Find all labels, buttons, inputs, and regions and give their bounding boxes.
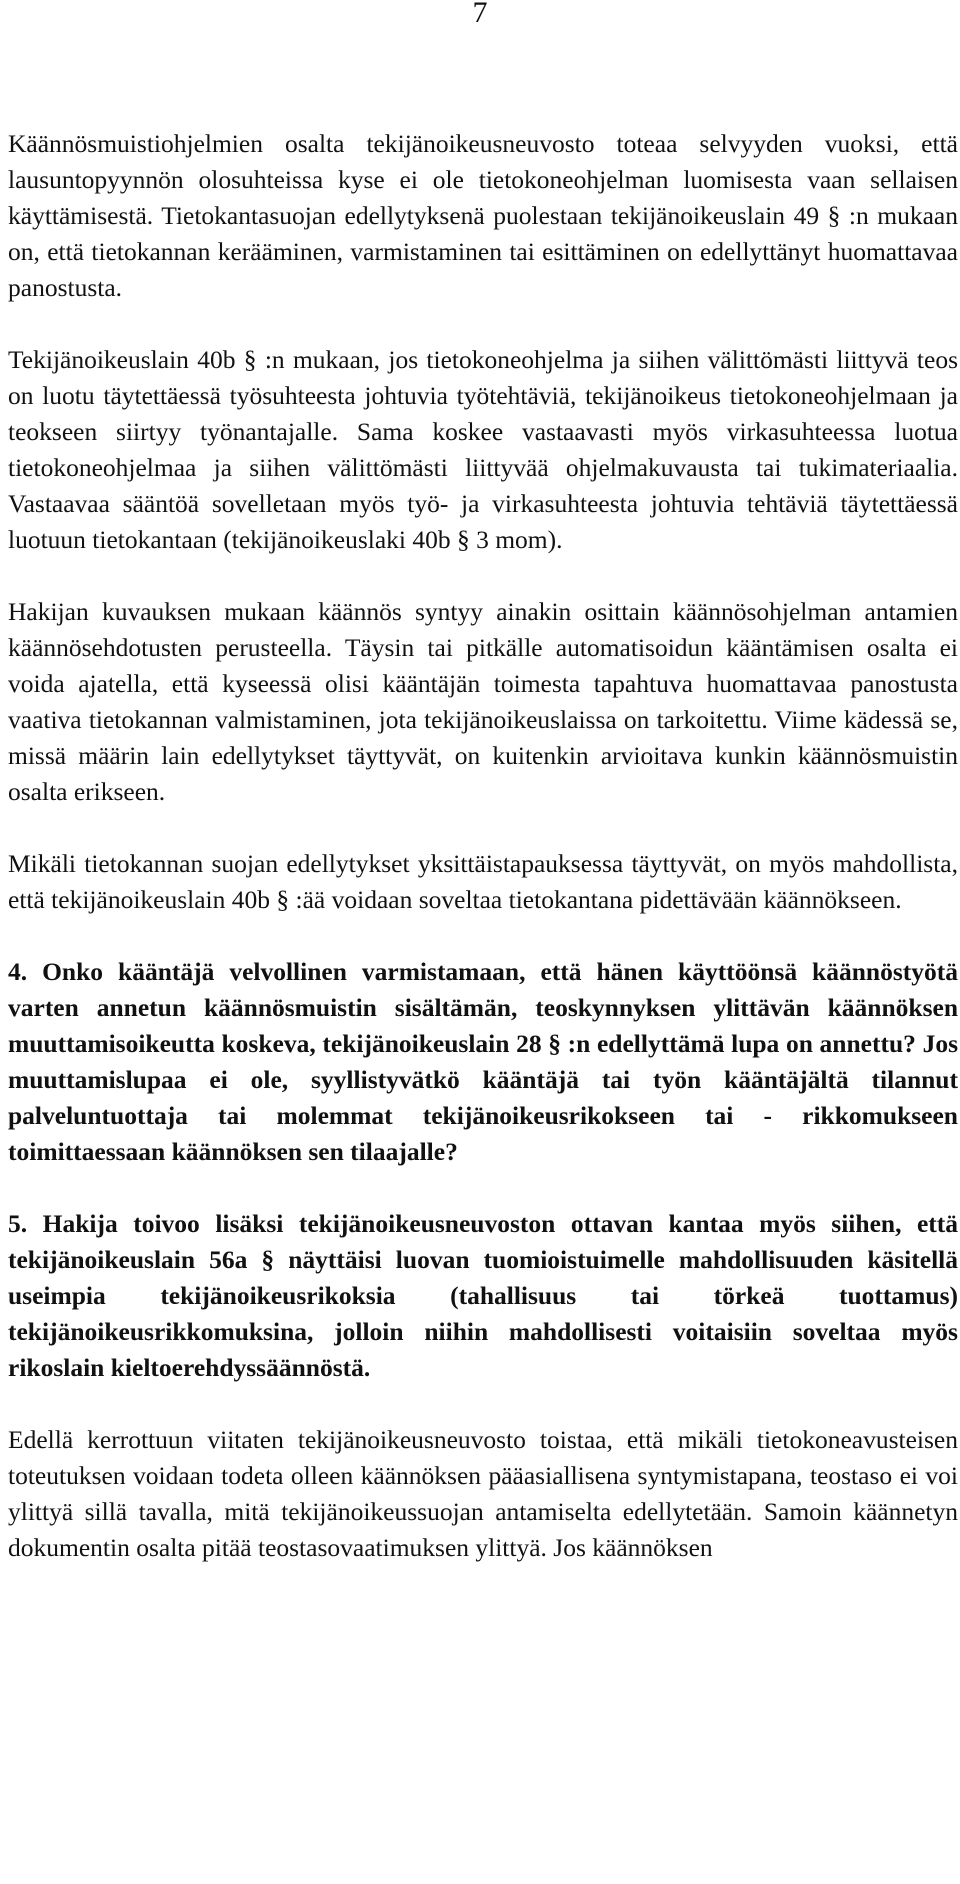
paragraph-2: Tekijänoikeuslain 40b § :n mukaan, jos tietokoneohjelma ja siihen välittömästi liittyvä teos on luotu täytettäessä työsuhteesta johtuvia työtehtäviä, tekijänoikeus tietokoneohjelmaan ja teokseen siirtyy työnantajalle. Sama koskee vastaavasti myös virkasuhteessa luotua tietokoneohjelmaa ja siihen välittömästi liittyvää ohjelmakuvausta tai tukimateriaalia. Vastaavaa sääntöä sovelletaan myös työ- ja virkasuhteesta johtuvia tehtäviä täytettäessä luotuun tietokantaan (tekijänoikeuslaki 40b § 3 mom). bbox=[8, 345, 958, 554]
page-body bbox=[8, 126, 958, 1602]
question-5-heading: 5. Hakija toivoo lisäksi tekijänoikeusneuvoston ottavan kantaa myös siihen, että tekijänoikeuslain 56a § näyttäisi luovan tuomioistuimelle mahdollisuuden käsitellä useimpia tekijänoikeusrikoksia (tahallisuus tai törkeä tuottamus) tekijänoikeusrikkomuksina, jolloin niihin mahdollisesti voitaisiin soveltaa myös rikoslain kieltoerehdyssäännöstä. bbox=[8, 1209, 958, 1382]
paragraph-3: Hakijan kuvauksen mukaan käännös syntyy ainakin osittain käännösohjelman antamien käännösehdotusten perusteella. Täysin tai pitkälle automatisoidun kääntämisen osalta ei voida ajatella, että kyseessä olisi kääntäjän toimesta tapahtuva huomattavaa panostusta vaativa tietokannan valmistaminen, jota tekijänoikeuslaissa on tarkoitettu. Viime kädessä se, missä määrin lain edellytykset täyttyvät, on kuitenkin arvioitava kunkin käännösmuistin osalta erikseen. bbox=[8, 597, 958, 806]
question-4-heading: 4. Onko kääntäjä velvollinen varmistamaan, että hänen käyttöönsä käännöstyötä varten annetun käännösmuistin sisältämän, teoskynnyksen ylittävän käännöksen muuttamisoikeutta koskeva, tekijänoikeuslain 28 § :n edellyttämä lupa on annettu? Jos muuttamislupaa ei ole, syyllistyvätkö kääntäjä tai työn kääntäjältä tilannut palveluntuottaja tai molemmat tekijänoikeusrikokseen tai - rikkomukseen toimittaessaan käännöksen sen tilaajalle? bbox=[8, 957, 958, 1166]
paragraph-4: Mikäli tietokannan suojan edellytykset yksittäistapauksessa täyttyvät, on myös mahdollista, että tekijänoikeuslain 40b § :ää voidaan soveltaa tietokantana pidettävään käännökseen. bbox=[8, 849, 958, 914]
paragraph-1: Käännösmuistiohjelmien osalta tekijänoikeusneuvosto toteaa selvyyden vuoksi, että lausuntopyynnön olosuhteissa kyse ei ole tietokoneohjelman luomisesta vaan sellaisen käyttämisestä. Tietokantasuojan edellytyksenä puolestaan tekijänoikeuslain 49 § :n mukaan on, että tietokannan kerääminen, varmistaminen tai esittäminen on edellyttänyt huomattavaa panostusta. bbox=[8, 129, 958, 302]
paragraph-7: Edellä kerrottuun viitaten tekijänoikeusneuvosto toistaa, että mikäli tietokoneavusteisen toteutuksen voidaan todeta olleen käännöksen pääasiallisena syntymistapana, teostaso ei voi ylittyä sillä tavalla, mitä tekijänoikeussuojan antamiselta edellytetään. Samoin käännetyn dokumentin osalta pitää teostasovaatimuksen ylittyä. Jos käännöksen bbox=[8, 1425, 958, 1562]
page-number: 7 bbox=[472, 0, 488, 29]
